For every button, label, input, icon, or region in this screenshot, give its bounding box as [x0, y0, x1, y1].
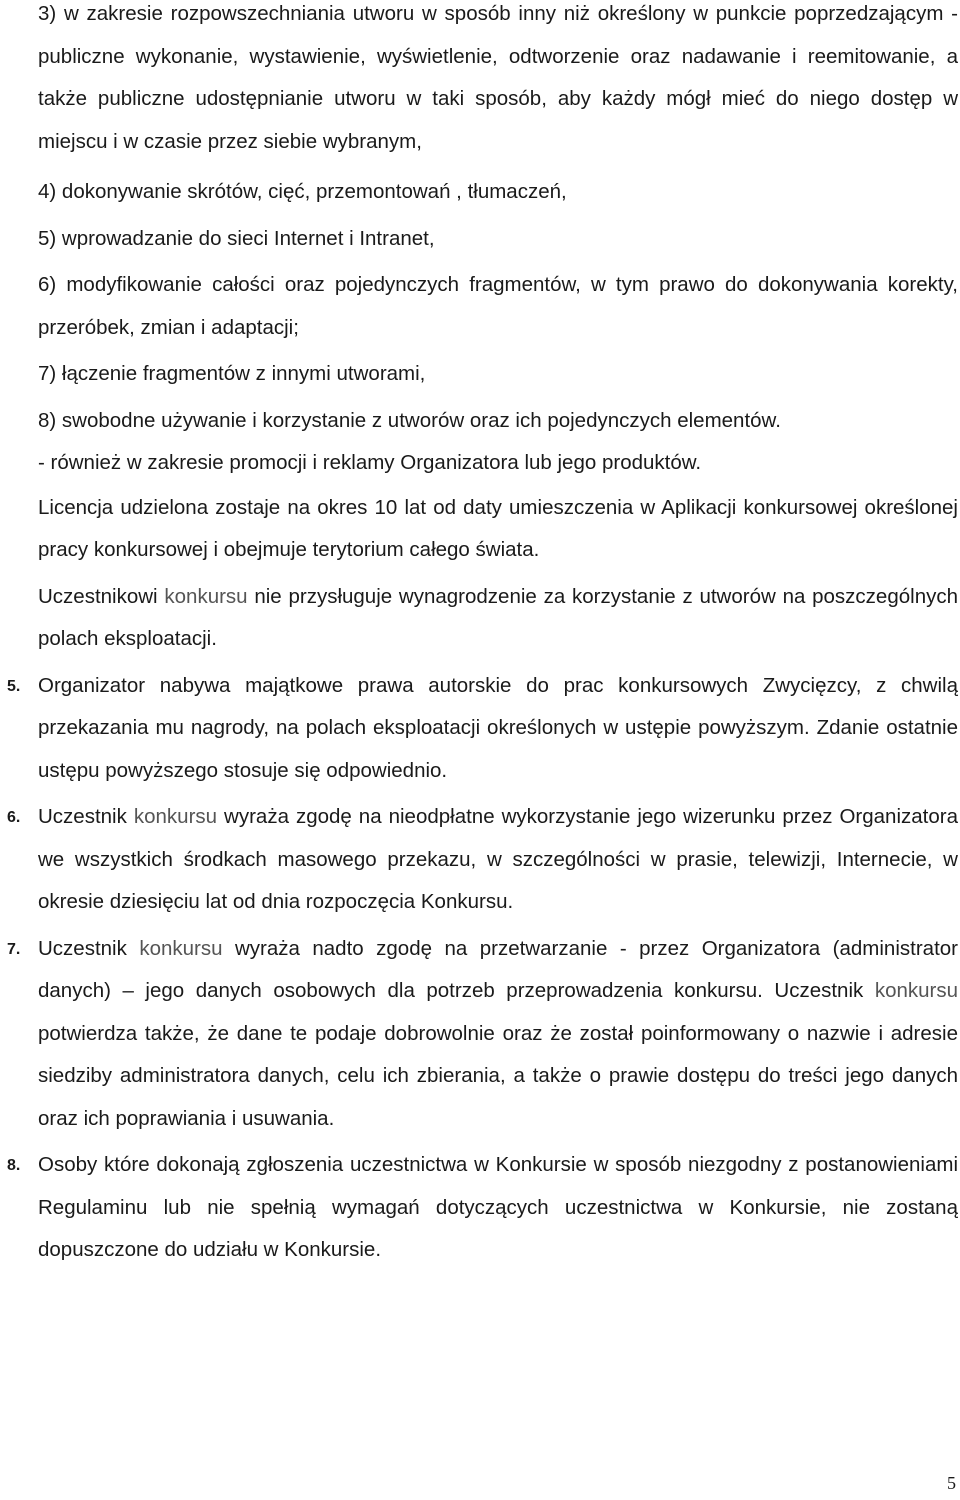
- clause-6-text-a: Uczestnik: [38, 805, 134, 828]
- clause-6: [7, 796, 958, 924]
- remuneration-text-c: nie przysługuje wynagrodzenie za korzystanie z utworów na poszczególnych polach eksploatacji.: [38, 584, 958, 650]
- promotion-note: - również w zakresie promocji i reklamy Organizatora lub jego produktów.: [38, 451, 702, 474]
- clause-6-text-c: wyraża zgodę na nieodpłatne wykorzystanie jego wizerunku przez Organizatora we wszystkich środkach masowego przekazu, w szczególności w prasie, telewizji, Internecie, w okresie dziesięciu lat od dnia rozpoczęcia Konkursu.: [38, 805, 958, 913]
- clause-6-text-konkursu: konkursu: [133, 805, 218, 828]
- clause-7-text-c: wyraża nadto zgodę na przetwarzanie - przez Organizatora (administrator danych) – jego danych osobowych dla potrzeb przeprowadzenia konkursu. Uczestnik: [38, 936, 958, 1002]
- license-paragraph: Licencja udzielona zostaje na okres 10 lat od daty umieszczenia w Aplikacji konkursowej określonej pracy konkursowej i obejmuje terytorium całego świata.: [38, 495, 958, 561]
- remuneration-text-a: Uczestnikowi: [38, 584, 165, 608]
- list-item-4: 4) dokonywanie skrótów, cięć, przemontowań , tłumaczeń,: [38, 180, 567, 203]
- page-number: 5: [947, 1473, 956, 1493]
- clause-7-text: [38, 928, 958, 1141]
- list-item-6: 6) modyfikowanie całości oraz pojedynczych fragmentów, w tym prawo do dokonywania korekty, przeróbek, zmian i adaptacji;: [38, 273, 958, 339]
- clause-8-number: 8.: [7, 1157, 21, 1174]
- document-body: [7, 0, 958, 1272]
- clause-5-text: Organizator nabywa majątkowe prawa autorskie do prac konkursowych Zwycięzcy, z chwilą przekazania mu nagrody, na polach eksploatacji określonych w ustępie powyższym. Zdanie ostatnie ustępu powyższego stosuje się odpowiednio.: [38, 673, 958, 782]
- clause-6-number: 6.: [7, 809, 21, 826]
- list-item-8: 8) swobodne używanie i korzystanie z utworów oraz ich pojedynczych elementów.: [38, 408, 781, 432]
- clause-7-text-konkursu-2: konkursu: [874, 979, 958, 1002]
- clause-6-text: [38, 796, 958, 924]
- clause-5: [7, 665, 958, 793]
- list-item-5: 5) wprowadzanie do sieci Internet i Intranet,: [38, 226, 435, 250]
- clause-7-text-konkursu-1: konkursu: [139, 936, 223, 960]
- clause-7: [7, 928, 958, 1141]
- clause-7-number: 7.: [7, 940, 21, 958]
- list-item-7: 7) łączenie fragmentów z innymi utworami,: [38, 362, 426, 385]
- clause-7-text-e: potwierdza także, że dane te podaje dobrowolnie oraz że został poinformowany o nazwie i adresie siedziby administratora danych, celu ich zbierania, a także o prawie dostępu do treści jego danych oraz ich poprawiania i usuwania.: [38, 1021, 958, 1130]
- clause-8: [7, 1144, 958, 1272]
- list-item-3: 3) w zakresie rozpowszechniania utworu w sposób inny niż określony w punkcie poprzedzającym - publiczne wykonanie, wystawienie, wyświetlenie, odtworzenie oraz nadawanie i reemitowanie, a także publiczne udostępnianie utworu w taki sposób, aby każdy mógł mieć do niego dostęp w miejscu i w czasie przez siebie wybranym,: [38, 2, 958, 153]
- clause-5-number: 5.: [7, 677, 21, 695]
- clause-7-text-a: Uczestnik: [38, 936, 140, 960]
- clause-8-text: Osoby które dokonają zgłoszenia uczestnictwa w Konkursie w sposób niezgodny z postanowieniami Regulaminu lub nie spełnią wymagań dotyczących uczestnictwa w Konkursie, nie zostaną dopuszczone do udziału w Konkursie.: [38, 1153, 958, 1261]
- remuneration-text-konkursu: konkursu: [164, 584, 248, 608]
- remuneration-paragraph: [38, 576, 958, 661]
